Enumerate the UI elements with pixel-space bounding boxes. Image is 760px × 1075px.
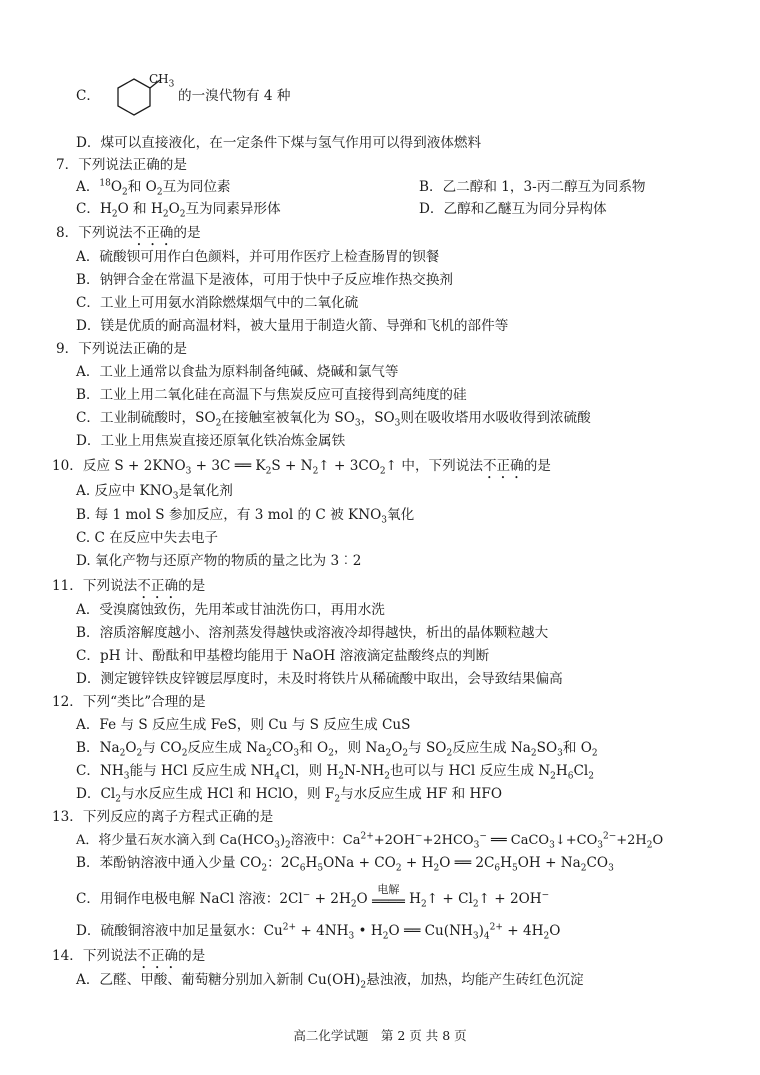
q14-option-a: A．乙醛、甲酸、葡萄糖分别加入新制 $Cu(OH)_2$悬浊液，加热，均能产生砖红色沉淀 <box>76 972 584 991</box>
q8-stem: 8．下列说法不正确的是 <box>56 225 201 241</box>
q6-option-c: C． <box>76 88 100 104</box>
q9-option-c: C．工业制硫酸时，$SO_2$在接触室被氧化为 $SO_3$，$SO_3$则在吸收塔用水吸收得到浓硫酸 <box>76 410 591 429</box>
q12-stem: 12．下列“类比”合理的是 <box>52 694 206 710</box>
q10-option-a: A. 反应中 $KNO_3$是氧化剂 <box>76 483 233 502</box>
q6-option-d: D．煤可以直接液化，在一定条件下煤与氢气作用可以得到液体燃料 <box>76 135 482 151</box>
q6-methyl-label: $CH_3$ <box>149 72 175 90</box>
q12-option-b: B．$Na_2O_2$与 $CO_2$反应生成 $Na_2CO_3$和 $O_2$，则 $Na_2O_2$与 $SO_2$反应生成 $Na_2SO_3$和 $O_2$ <box>76 740 598 759</box>
q7-stem: 7．下列说法正确的是 <box>56 157 187 173</box>
q12-option-c: C．$NH_3$能与 HCl 反应生成 $NH_4Cl$，则 $H_2N-NH_2$也可以与 HCl 反应生成 $N_2H_6Cl_2$ <box>76 763 594 782</box>
q11-option-d: D．测定镀锌铁皮锌镀层厚度时，未及时将铁片从稀硫酸中取出，会导致结果偏高 <box>76 671 563 687</box>
q11-option-b: B．溶质溶解度越小、溶剂蒸发得越快或溶液冷却得越快，析出的晶体颗粒越大 <box>76 625 549 641</box>
q7-option-c: C．$H_2O$ 和 $H_2O_2$互为同素异形体 <box>76 201 281 220</box>
q9-option-a: A．工业上通常以食盐为原料制备纯碱、烧碱和氯气等 <box>76 364 399 380</box>
electrolysis-arrow: 电解 ════ <box>372 883 405 910</box>
q7-option-a: A．$^{18}O_2$和 $O_2$互为同位素 <box>76 178 231 198</box>
q13-option-b: B．苯酚钠溶液中通入少量 $CO_2$：$2C_6H_5ONa + CO_2 + H_2O$ ══ $2C_6H_5OH + Na_2CO_3$ <box>76 855 614 874</box>
q10-option-b: B. 每 1 mol S 参加反应，有 3 mol 的 C 被 $KNO_3$氧化 <box>76 507 415 526</box>
q13-option-c: C．用铜作电极电解 NaCl 溶液：$2Cl^- + 2H_2O$ 电解 ════ $H_2↑$ + $Cl_2↑ + 2OH^-$ <box>76 883 550 910</box>
q6-option-c-text: 的一溴代物有 4 种 <box>178 88 291 104</box>
q13-stem: 13．下列反应的离子方程式正确的是 <box>52 809 274 825</box>
q11-option-c: C．pH 计、酚酞和甲基橙均能用于 NaOH 溶液滴定盐酸终点的判断 <box>76 648 490 664</box>
q12-option-d: D．$Cl_2$与水反应生成 HCl 和 HClO，则 $F_2$与水反应生成 HF 和 HFO <box>76 786 502 805</box>
q11-stem: 11．下列说法不正确的是 <box>52 578 206 594</box>
q9-option-d: D．工业上用焦炭直接还原氧化铁冶炼金属铁 <box>76 433 346 449</box>
q13-option-d: D．硫酸铜溶液中加足量氨水：$Cu^{2+} + 4NH_3$ • $H_2O$ ══ $Cu(NH_3)_4^{2+} + 4H_2O$ <box>76 922 561 942</box>
q9-option-b: B．工业上用二氧化硅在高温下与焦炭反应可直接得到高纯度的硅 <box>76 387 467 403</box>
q8-option-b: B．钠钾合金在常温下是液体，可用于快中子反应堆作热交换剂 <box>76 272 454 288</box>
q14-stem: 14．下列说法不正确的是 <box>52 948 206 964</box>
q9-stem: 9．下列说法正确的是 <box>56 341 187 357</box>
q8-option-a: A．硫酸钡可用作白色颜料，并可用作医疗上检查肠胃的钡餐 <box>76 249 440 265</box>
q10-option-d: D. 氧化产物与还原产物的物质的量之比为 3︰2 <box>76 553 362 569</box>
q7-option-d: D．乙醇和乙醚互为同分异构体 <box>419 201 607 217</box>
q13-option-a: A．将少量石灰水滴入到 $Ca(HCO_3)_2$溶液中：$Ca^{2+}+2OH^-+2HCO_3^-$ ══ $CaCO_3↓+CO_3^{2-}+2H_2O$ <box>76 831 664 851</box>
q10-stem: 10．反应 $S + 2KNO_3 + 3C$ ══ $K_2S$ + $N_2↑$ + $3CO_2↑$ 中，下列说法不正确的是 <box>52 458 551 477</box>
q7-option-b: B．乙二醇和 1，3-丙二醇互为同系物 <box>419 179 646 195</box>
q12-option-a: A．Fe 与 S 反应生成 FeS，则 Cu 与 S 反应生成 CuS <box>76 717 411 733</box>
q8-option-c: C．工业上可用氨水消除燃煤烟气中的二氧化硫 <box>76 295 359 311</box>
page-footer: 高二化学试题 第 2 页 共 8 页 <box>293 1028 467 1043</box>
q8-option-d: D．镁是优质的耐高温材料，被大量用于制造火箭、导弹和飞机的部件等 <box>76 318 509 334</box>
q11-option-a: A．受溴腐蚀致伤，先用苯或甘油洗伤口，再用水洗 <box>76 602 385 618</box>
q10-option-c: C. C 在反应中失去电子 <box>76 530 219 546</box>
